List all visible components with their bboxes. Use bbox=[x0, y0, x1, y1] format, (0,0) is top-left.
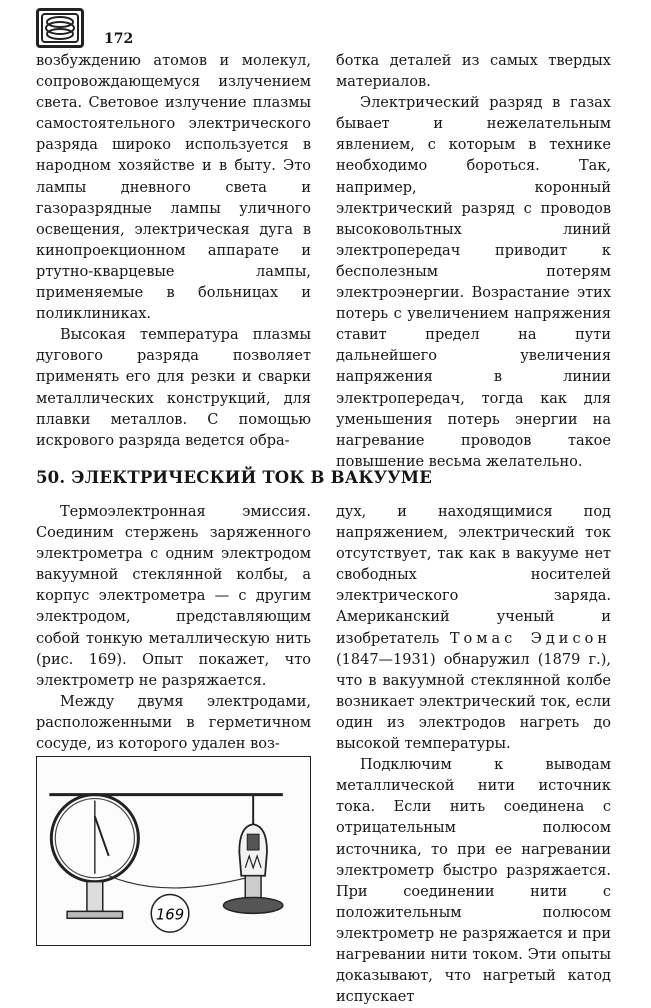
figure-number: 169 bbox=[155, 906, 185, 924]
paragraph: ботка деталей из самых твердых материалов. bbox=[336, 53, 611, 91]
connecting-wire bbox=[109, 876, 248, 888]
paragraph: Подключим к выводам металлической нити источник тока. Если нить соединена с отрицательным полюсом источника, то при ее нагревании электрометр быстро разряжается. При соединении нити с положительным полюсом электрометр не разряжается и при нагревании нити током. Эти опыты доказывают, что нагретый катод испускает bbox=[336, 757, 611, 1006]
electrometer-needle bbox=[95, 816, 109, 856]
person-name: Томас Эдисон bbox=[449, 630, 611, 647]
paragraph: Высокая температура плазмы дугового разряда позволяет применять его для резки и сварки металлических конструкций, для плавки металлов. С помощью искрового разряда ведется обра- bbox=[36, 327, 311, 449]
section-heading: 50. ЭЛЕКТРИЧЕСКИЙ ТОК В ВАКУУМЕ bbox=[36, 468, 433, 487]
electrometer-base bbox=[67, 911, 122, 918]
top-right-column bbox=[336, 51, 611, 473]
paragraph: Между двумя электродами, расположенными в герметичном сосуде, из которого удален воз- bbox=[36, 693, 311, 753]
paragraph-text: (1847—1931) обнаружил (1879 г.), что в вакуумной стеклянной колбе возникает электрический ток, если один из электродов нагреть до высокой температуры. bbox=[336, 651, 611, 753]
paragraph: Термоэлектронная эмиссия. Соединим стержень заряженного электрометра с одним электродом вакуумной стеклянной колбы, а корпус электрометра — с другим электродом, представляющим собой тонкую металлическую нить (рис. 169). Опыт покажет, что электрометр не разряжается. bbox=[36, 504, 311, 689]
page-number: 172 bbox=[104, 31, 134, 47]
paragraph: Электрический разряд в газах бывает и нежелательным явлением, с которым в технике необходимо бороться. Так, например, коронный электрический разряд с проводов высоковольтных линий электропередач приводит к бесполезным потерям электроэнергии. Возрастание этих потерь с увеличением напряжения ставит предел на пути дальнейшего увеличения напряжения в линии электропередач, тогда как для уменьшения потерь энергии на нагревание проводов такое повышение весьма желательно. bbox=[336, 95, 611, 470]
bottom-left-column bbox=[36, 502, 311, 755]
paragraph-text: дух, и находящимися под напряжением, электрический ток отсутствует, так как в вакууме нет свободных носителей электрического заряда. Американский ученый и изобретатель bbox=[336, 504, 611, 647]
bottom-right-column bbox=[336, 502, 611, 1008]
electrometer-illustration bbox=[37, 757, 310, 945]
electrode-plate bbox=[247, 834, 259, 850]
figure-169 bbox=[36, 756, 311, 946]
top-left-column bbox=[36, 51, 311, 452]
book-logo-icon bbox=[36, 8, 84, 48]
paragraph: возбуждению атомов и молекул, сопровождающемуся излучением света. Световое излучение плазмы самостоятельного электрического разряда широко используется в народном хозяйстве и в быту. Это лампы дневного света и газоразрядные лампы уличного освещения, электрическая дуга в кинопроекционном аппарате и ртутно-кварцевые лампы, применяемые в больницах и поликлиниках. bbox=[36, 53, 311, 323]
bulb-base bbox=[223, 898, 282, 914]
electrometer-stand bbox=[87, 882, 103, 912]
paragraph bbox=[336, 502, 611, 755]
